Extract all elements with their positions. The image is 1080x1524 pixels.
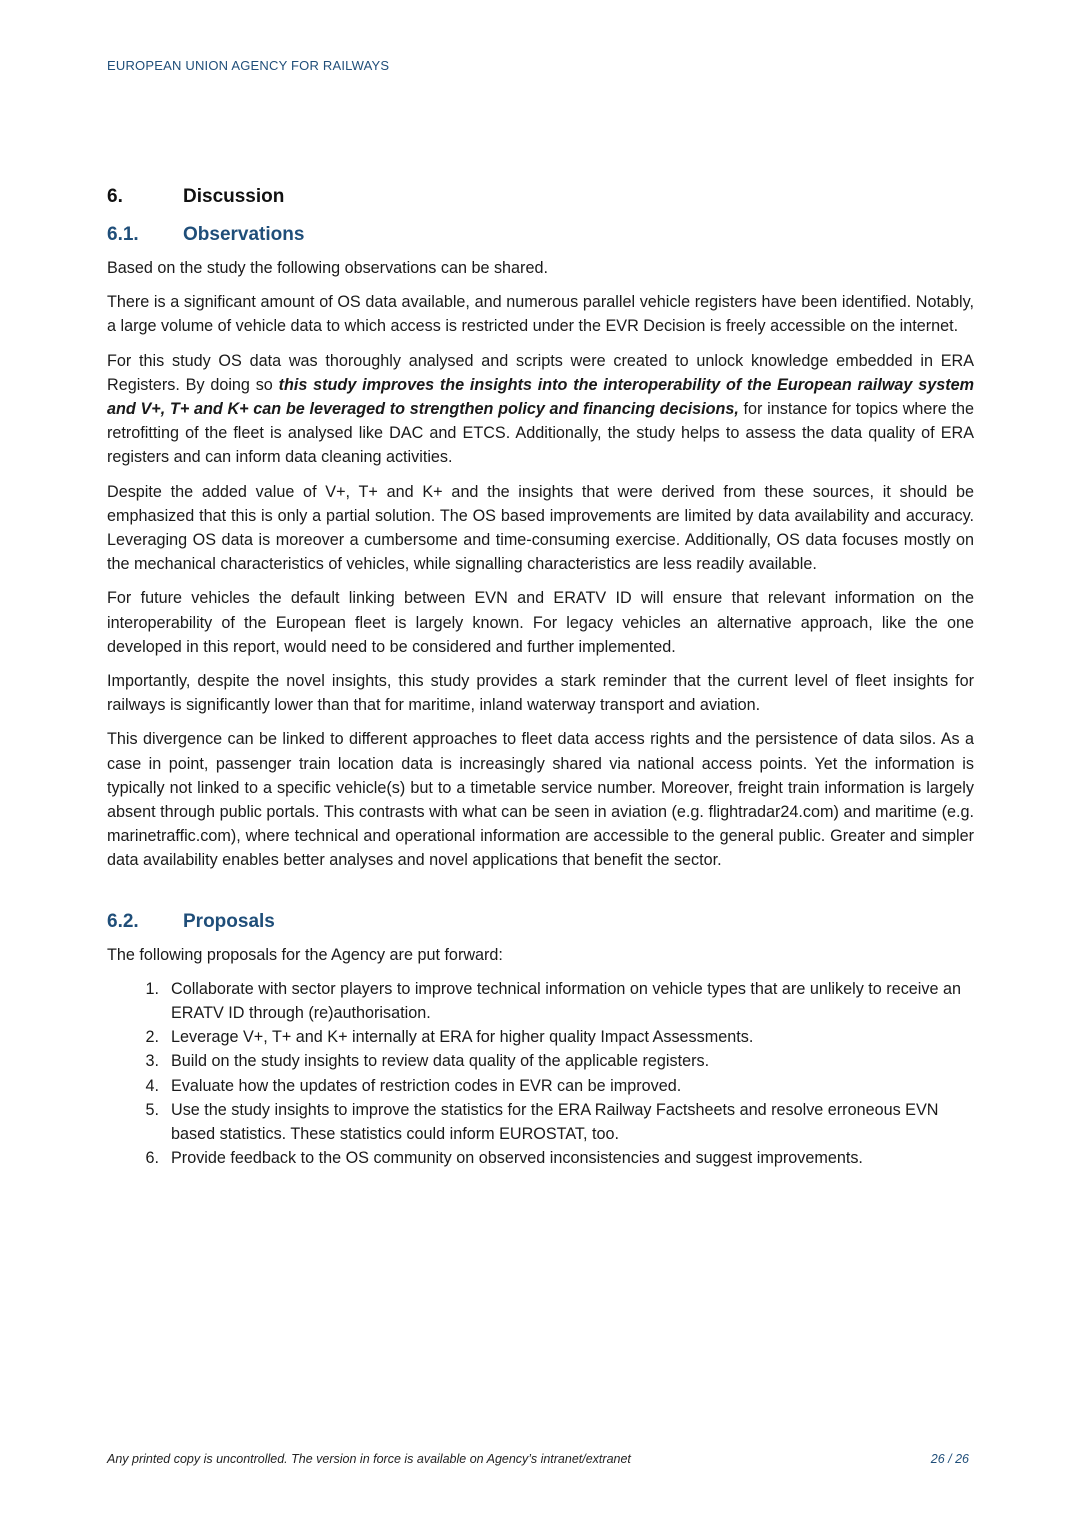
paragraph: This divergence can be linked to different approaches to fleet data access rights and the persistence of data silos. As a case in point, passenger train location data is increasingly shared via national access points. Yet the information is typically not linked to a specific vehicle(s) but to a timetable service number. Moreover, freight train information is largely absent through public portals. This contrasts with what can be seen in aviation (e.g. flightradar24.com) and maritime (e.g. marinetraffic.com), where technical and operational information are accessible to the general public. Greater and simpler data availability enables better analyses and novel applications that benefit the sector. xyxy=(107,730,974,870)
paragraph-text: For this study OS data was thoroughly analysed and scripts were created to unlock knowledge embedded in ERA Registers. By doing so xyxy=(107,351,974,394)
page-number: 26 / 26 xyxy=(930,1452,969,1466)
list-item: 6. Provide feedback to the OS community on observed inconsistencies and suggest improvements. xyxy=(145,1149,863,1168)
document-body xyxy=(107,184,974,1171)
section-number: 6. xyxy=(107,186,123,207)
footer-disclaimer: Any printed copy is uncontrolled. The version in force is available on Agency’s intranet/extranet xyxy=(107,1452,631,1466)
subsection-heading-proposals xyxy=(107,909,974,935)
paragraph: Based on the study the following observations can be shared. xyxy=(107,259,548,277)
list-item: 4. Evaluate how the updates of restriction codes in EVR can be improved. xyxy=(145,1076,682,1095)
list-item: 5. Use the study insights to improve the statistics for the ERA Railway Factsheets and resolve erroneous EVN based statistics. These statistics could inform EUROSTAT, too. xyxy=(145,1100,939,1144)
subsection-title: Observations xyxy=(183,224,305,245)
subsection-heading-observations xyxy=(107,222,974,248)
subsection-number: 6.2. xyxy=(107,910,139,932)
list-item: 2. Leverage V+, T+ and K+ internally at ERA for higher quality Impact Assessments. xyxy=(145,1028,754,1047)
proposals-list xyxy=(107,977,974,1171)
list-item: 3. Build on the study insights to review data quality of the applicable registers. xyxy=(145,1052,710,1071)
paragraph: Importantly, despite the novel insights, this study provides a stark reminder that the current level of fleet insights for railways is significantly lower than that for maritime, inland waterway transport and aviation. xyxy=(107,672,974,715)
paragraph: Despite the added value of V+, T+ and K+ and the insights that were derived from these sources, it should be emphasized that this is only a partial solution. The OS based improvements are limited by data availability and accuracy. Leveraging OS data is moreover a cumbersome and time-consuming exercise. Additionally, OS data focuses mostly on the mechanical characteristics of vehicles, while signalling characteristics are less readily available. xyxy=(107,482,974,574)
paragraph: There is a significant amount of OS data available, and numerous parallel vehicle registers have been identified. Notably, a large volume of vehicle data to which access is restricted under the EVR Decision is freely accessible on the internet. xyxy=(107,293,974,336)
subsection-number: 6.1. xyxy=(107,224,139,245)
proposals-intro: The following proposals for the Agency are put forward: xyxy=(107,945,503,964)
paragraph xyxy=(107,349,974,470)
subsection-title: Proposals xyxy=(183,910,275,932)
section-heading-discussion xyxy=(107,184,974,210)
section-title: Discussion xyxy=(183,186,285,207)
paragraph: For future vehicles the default linking between EVN and ERATV ID will ensure that relevant information on the interoperability of the European fleet is largely known. For legacy vehicles an alternative approach, like the one developed in this report, would need to be considered and further implemented. xyxy=(107,589,974,656)
paragraph-text: for instance for topics where the retrofitting of the fleet is analysed like DAC and ETCS. Additionally, the study helps to assess the data quality of ERA registers and can inform data cleaning activities. xyxy=(107,400,974,467)
page-footer xyxy=(107,1452,969,1466)
list-item: 1. Collaborate with sector players to improve technical information on vehicle types that are unlikely to receive an ERATV ID through (re)authorisation. xyxy=(145,979,961,1023)
page-header: EUROPEAN UNION AGENCY FOR RAILWAYS xyxy=(107,58,390,73)
emphasis-text: this study improves the insights into the interoperability of the European railway system and V+, T+ and K+ can be leveraged to strengthen policy and financing decisions, xyxy=(107,375,975,419)
